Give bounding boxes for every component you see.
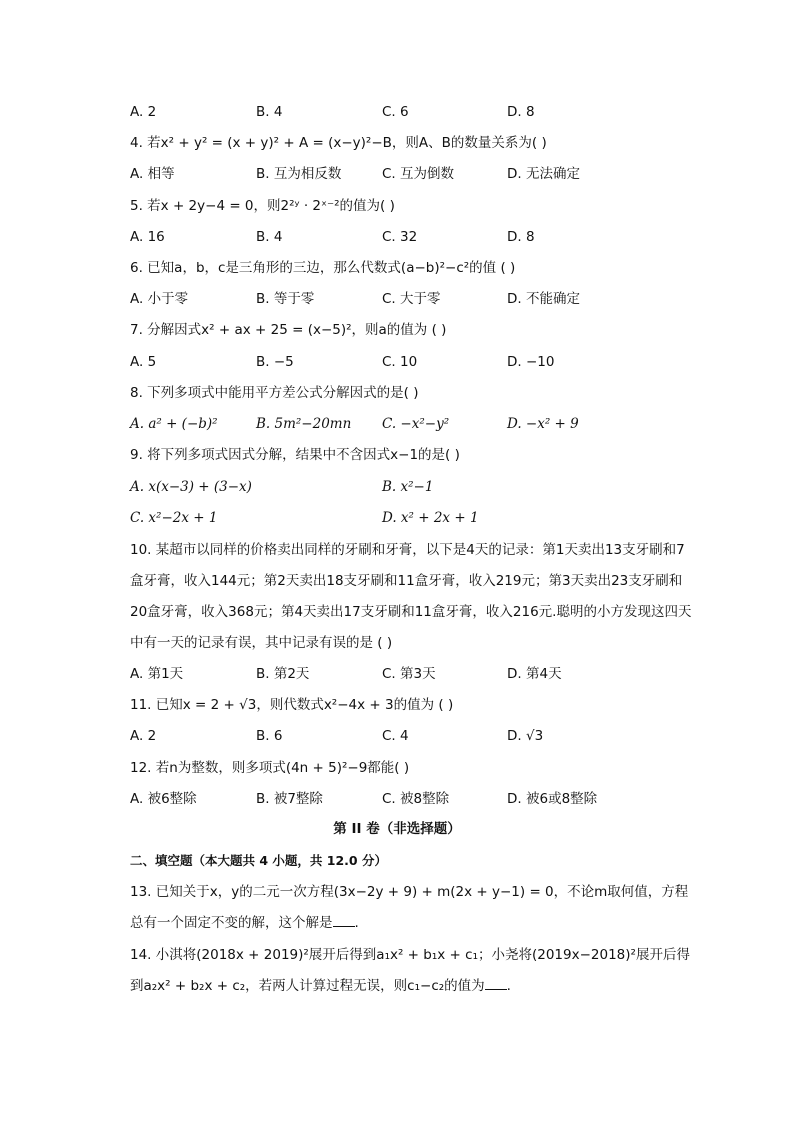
q6-stem: 6. 已知a，b，c是三角形的三边，那么代数式(a−b)²−c²的值 ( ) [130,260,516,276]
q12-stem: 12. 若n为整数，则多项式(4n + 5)²−9都能( ) [130,760,410,776]
q11-option-c[interactable]: C. 4 [382,728,409,744]
q5-option-c[interactable]: C. 32 [382,229,418,245]
q10-option-a[interactable]: A. 第1天 [130,666,184,682]
q5-option-b[interactable]: B. 4 [256,229,283,245]
q12-option-a[interactable]: A. 被6整除 [130,791,197,807]
q7-option-c[interactable]: C. 10 [382,354,418,370]
q4-option-d[interactable]: D. 无法确定 [507,166,580,182]
q6-option-d[interactable]: D. 不能确定 [507,291,580,307]
q12-option-d[interactable]: D. 被6或8整除 [507,791,598,807]
q6-option-a[interactable]: A. 小于零 [130,291,189,307]
q3-option-d[interactable]: D. 8 [507,104,535,120]
q5-stem: 5. 若x + 2y−4 = 0，则2²ʸ · 2ˣ⁻²的值为( ) [130,198,395,214]
q11-option-a[interactable]: A. 2 [130,728,157,744]
q7-option-d[interactable]: D. −10 [507,354,555,370]
q7-option-a[interactable]: A. 5 [130,354,157,370]
q13-block [130,877,692,939]
q3-option-c[interactable]: C. 6 [382,104,409,120]
q12-option-c[interactable]: C. 被8整除 [382,791,450,807]
q10-stem: 10. 某超市以同样的价格卖出同样的牙刷和牙膏，以下是4天的记录：第1天卖出13支牙刷和7盒牙膏，收入144元；第2天卖出18支牙刷和11盒牙膏，收入219元；第3天卖出23支牙刷和20盒牙膏，收入368元；第4天卖出17支牙刷和11盒牙膏，收入216元.聪明的小方发现这四天中有一天的记录有误，其中记录有误的是 ( ) [130,542,692,651]
q5-option-d[interactable]: D. 8 [507,229,535,245]
q6-option-c[interactable]: C. 大于零 [382,291,441,307]
q4-option-a[interactable]: A. 相等 [130,166,175,182]
q11-option-d[interactable]: D. √3 [507,728,544,744]
q14-stem: 14. 小淇将(2018x + 2019)²展开后得到a₁x² + b₁x + c₁；小尧将(2019x−2018)²展开后得到a₂x² + b₂x + c₂，若两人计算过程无误，则c₁−c₂的值为 [130,947,690,994]
q9-option-c[interactable]: C. x²−2x + 1 [130,510,218,526]
q10-option-c[interactable]: C. 第3天 [382,666,436,682]
q13-tail: . [354,915,359,931]
q6-option-b[interactable]: B. 等于零 [256,291,315,307]
q3-option-a[interactable]: A. 2 [130,104,157,120]
q11-option-b[interactable]: B. 6 [256,728,283,744]
q9-option-d[interactable]: D. x² + 2x + 1 [382,510,479,526]
q4-stem: 4. 若x² + y² = (x + y)² + A = (x−y)²−B，则A、B的数量关系为( ) [130,135,547,151]
q8-option-d[interactable]: D. −x² + 9 [507,416,579,432]
q8-option-a[interactable]: A. a² + (−b)² [130,416,218,432]
q9-stem: 9. 将下列多项式因式分解，结果中不含因式x−1的是( ) [130,447,460,463]
q9-option-a[interactable]: A. x(x−3) + (3−x) [130,479,252,495]
q11-stem: 11. 已知x = 2 + √3，则代数式x²−4x + 3的值为 ( ) [130,697,454,713]
q13-stem: 13. 已知关于x，y的二元一次方程(3x−2y + 9) + m(2x + y−1) = 0，不论m取何值，方程总有一个固定不变的解，这个解是 [130,884,689,931]
q3-option-b[interactable]: B. 4 [256,104,283,120]
q8-option-c[interactable]: C. −x²−y² [382,416,450,432]
q7-stem: 7. 分解因式x² + ax + 25 = (x−5)²，则a的值为 ( ) [130,322,447,338]
q5-option-a[interactable]: A. 16 [130,229,165,245]
q9-option-b[interactable]: B. x²−1 [382,479,434,495]
part2-title: 第 II 卷（非选择题） [333,821,461,837]
q4-option-c[interactable]: C. 互为倒数 [382,166,455,182]
q10-option-b[interactable]: B. 第2天 [256,666,310,682]
q13-answer-blank[interactable] [333,912,355,927]
q8-stem: 8. 下列多项式中能用平方差公式分解因式的是( ) [130,385,419,401]
q4-option-b[interactable]: B. 互为相反数 [256,166,342,182]
q8-option-b[interactable]: B. 5m²−20mn [256,416,352,432]
q14-block [130,940,692,1002]
q7-option-b[interactable]: B. −5 [256,354,294,370]
section2-heading: 二、填空题（本大题共 4 小题，共 12.0 分） [130,853,387,868]
q14-tail: . [506,978,511,994]
q14-answer-blank[interactable] [485,975,507,990]
q12-option-b[interactable]: B. 被7整除 [256,791,323,807]
q10-option-d[interactable]: D. 第4天 [507,666,562,682]
